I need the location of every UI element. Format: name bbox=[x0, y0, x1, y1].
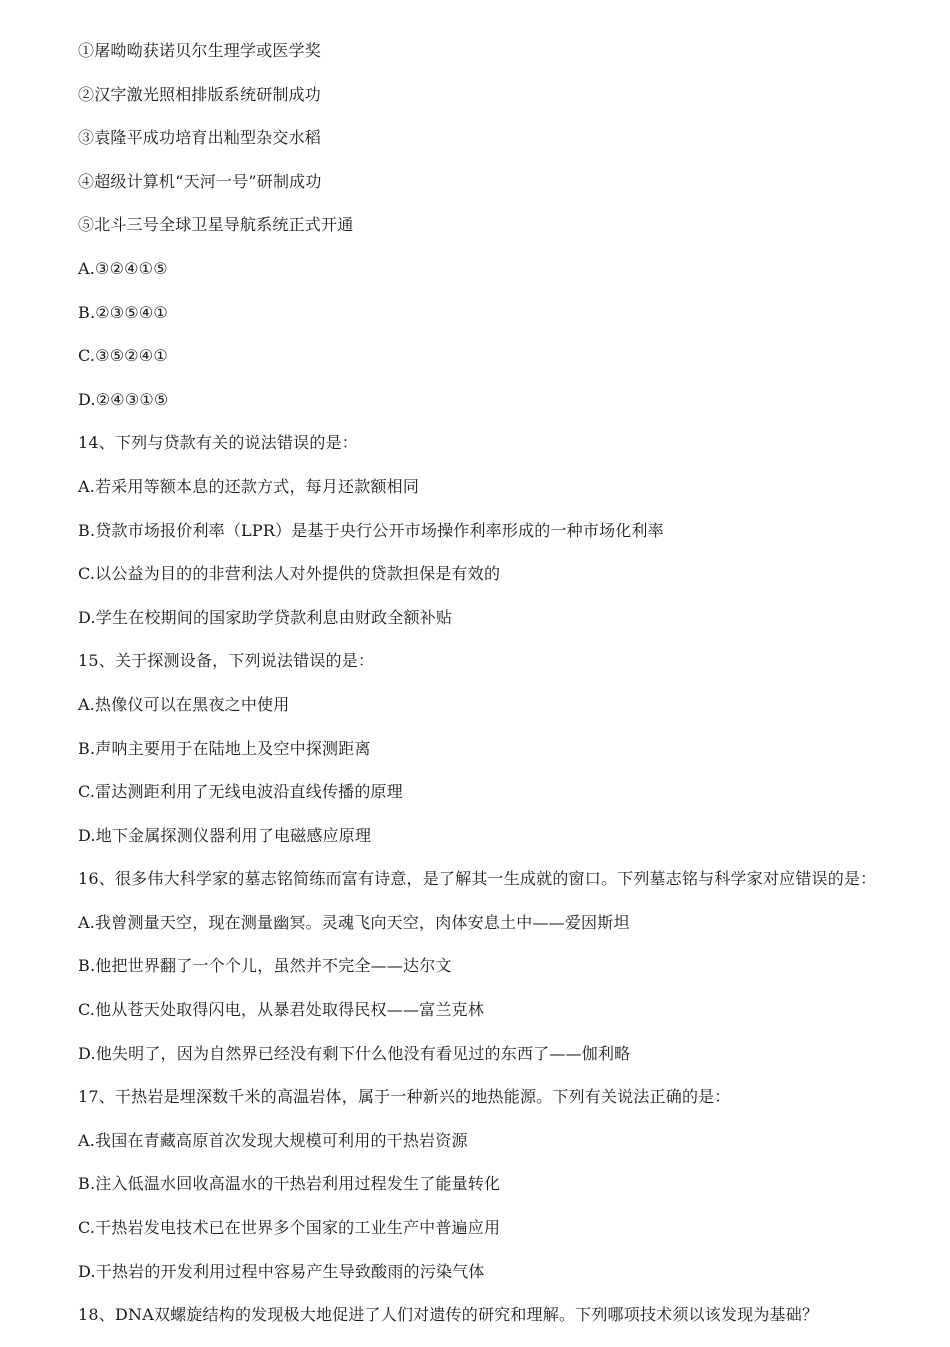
option-d: D.干热岩的开发利用过程中容易产生导致酸雨的污染气体 bbox=[78, 1261, 485, 1281]
option-a: A.③②④①⑤ bbox=[78, 258, 168, 278]
list-item: ②汉字激光照相排版系统研制成功 bbox=[78, 84, 322, 104]
option-b: B.贷款市场报价利率（LPR）是基于央行公开市场操作利率形成的一种市场化利率 bbox=[78, 520, 664, 540]
list-item: ①屠呦呦获诺贝尔生理学或医学奖 bbox=[78, 41, 322, 60]
list-item: ⑤北斗三号全球卫星导航系统正式开通 bbox=[78, 215, 354, 235]
option-c: C.③⑤②④① bbox=[78, 346, 168, 366]
option-a: A.若采用等额本息的还款方式，每月还款额相同 bbox=[78, 476, 420, 496]
option-c: C.以公益为目的的非营利法人对外提供的贷款担保是有效的 bbox=[78, 564, 501, 584]
option-b: B.他把世界翻了一个个儿，虽然并不完全——达尔文 bbox=[78, 956, 452, 976]
question-14: 14、下列与贷款有关的说法错误的是： bbox=[78, 433, 358, 453]
list-item: ④超级计算机“天河一号”研制成功 bbox=[78, 171, 322, 191]
question-15: 15、关于探测设备，下列说法错误的是： bbox=[78, 651, 375, 671]
option-b: B.声呐主要用于在陆地上及空中探测距离 bbox=[78, 738, 371, 758]
option-a: A.热像仪可以在黑夜之中使用 bbox=[78, 694, 290, 714]
option-c: C.雷达测距利用了无线电波沿直线传播的原理 bbox=[78, 782, 403, 802]
option-d: D.学生在校期间的国家助学贷款利息由财政全额补贴 bbox=[78, 607, 453, 627]
option-d: D.②④③①⑤ bbox=[78, 389, 169, 409]
option-b: B.注入低温水回收高温水的干热岩利用过程发生了能量转化 bbox=[78, 1174, 501, 1194]
list-item: ③袁隆平成功培育出籼型杂交水稻 bbox=[78, 128, 322, 148]
option-c: C.干热岩发电技术已在世界多个国家的工业生产中普遍应用 bbox=[78, 1218, 501, 1238]
option-a: A.我国在青藏高原首次发现大规模可利用的干热岩资源 bbox=[78, 1130, 468, 1150]
option-b: B.②③⑤④① bbox=[78, 302, 168, 322]
option-d: D.他失明了，因为自然界已经没有剩下什么他没有看见过的东西了——伽利略 bbox=[78, 1043, 631, 1063]
option-c: C.他从苍天处取得闪电，从暴君处取得民权——富兰克林 bbox=[78, 1000, 484, 1020]
question-16: 16、很多伟大科学家的墓志铭简练而富有诗意，是了解其一生成就的窗口。下列墓志铭与科学家对应错误的是： bbox=[78, 869, 877, 889]
question-18: 18、DNA双螺旋结构的发现极大地促进了人们对遗传的研究和理解。下列哪项技术须以该发现为基础？ bbox=[78, 1305, 819, 1325]
option-d: D.地下金属探测仪器利用了电磁感应原理 bbox=[78, 825, 372, 845]
document-page bbox=[78, 39, 938, 1347]
question-17: 17、干热岩是埋深数千米的高温岩体，属于一种新兴的地热能源。下列有关说法正确的是： bbox=[78, 1087, 731, 1107]
option-a: A.我曾测量天空，现在测量幽冥。灵魂飞向天空，肉体安息土中——爱因斯坦 bbox=[78, 912, 630, 932]
